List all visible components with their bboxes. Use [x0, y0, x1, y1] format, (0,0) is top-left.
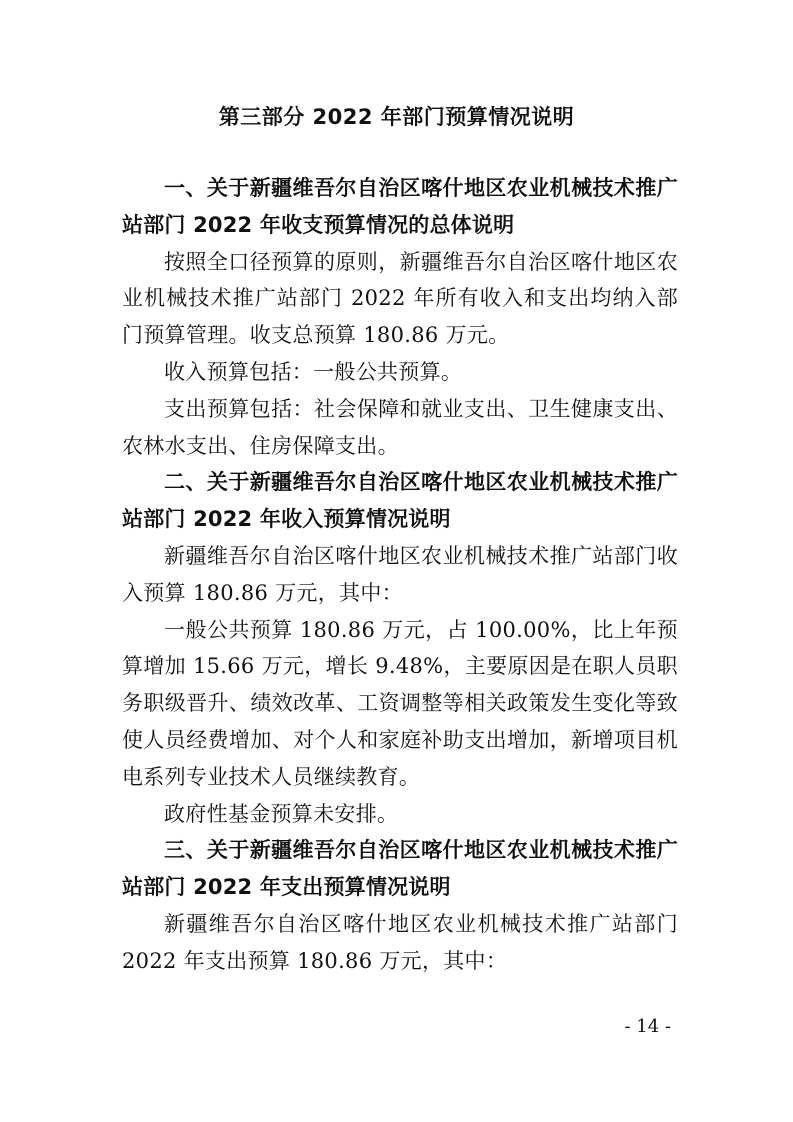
section-1-heading: 一、关于新疆维吾尔自治区喀什地区农业机械技术推广站部门 2022 年收支预算情况的总体说明: [122, 176, 678, 237]
section-1-paragraph-1: 按照全口径预算的原则，新疆维吾尔自治区喀什地区农业机械技术推广站部门 2022 年所有收入和支出均纳入部门预算管理。收支总预算 180.86 万元。: [122, 249, 678, 348]
section-1-paragraph-2: 收入预算包括：一般公共预算。: [164, 359, 463, 384]
section-2-heading: 二、关于新疆维吾尔自治区喀什地区农业机械技术推广站部门 2022 年收入预算情况说明: [122, 470, 678, 532]
section-2-paragraph-2: 一般公共预算 180.86 万元，占 100.00%，比上年预算增加 15.66 万元，增长 9.48%，主要原因是在职人员职务职级晋升、绩效改革、工资调整等相关政策发生变化等致使人员经费增加、对个人和家庭补助支出增加，新增项目机电系列专业技术人员继续教育。: [122, 617, 678, 789]
section-2-paragraph-3: 政府性基金预算未安排。: [164, 801, 399, 826]
section-1-paragraph-3: 支出预算包括：社会保障和就业支出、卫生健康支出、农林水支出、住房保障支出。: [122, 396, 678, 458]
section-2-paragraph-1: 新疆维吾尔自治区喀什地区农业机械技术推广站部门收入预算 180.86 万元，其中：: [122, 543, 678, 605]
page-number: - 14 -: [624, 1016, 671, 1037]
section-3-heading: 三、关于新疆维吾尔自治区喀什地区农业机械技术推广站部门 2022 年支出预算情况说明: [122, 838, 678, 900]
document-body: [122, 170, 678, 980]
section-3-paragraph-1: 新疆维吾尔自治区喀什地区农业机械技术推广站部门 2022 年支出预算 180.86 万元，其中：: [122, 911, 678, 973]
page-title: 第三部分 2022 年部门预算情况说明: [218, 105, 575, 129]
